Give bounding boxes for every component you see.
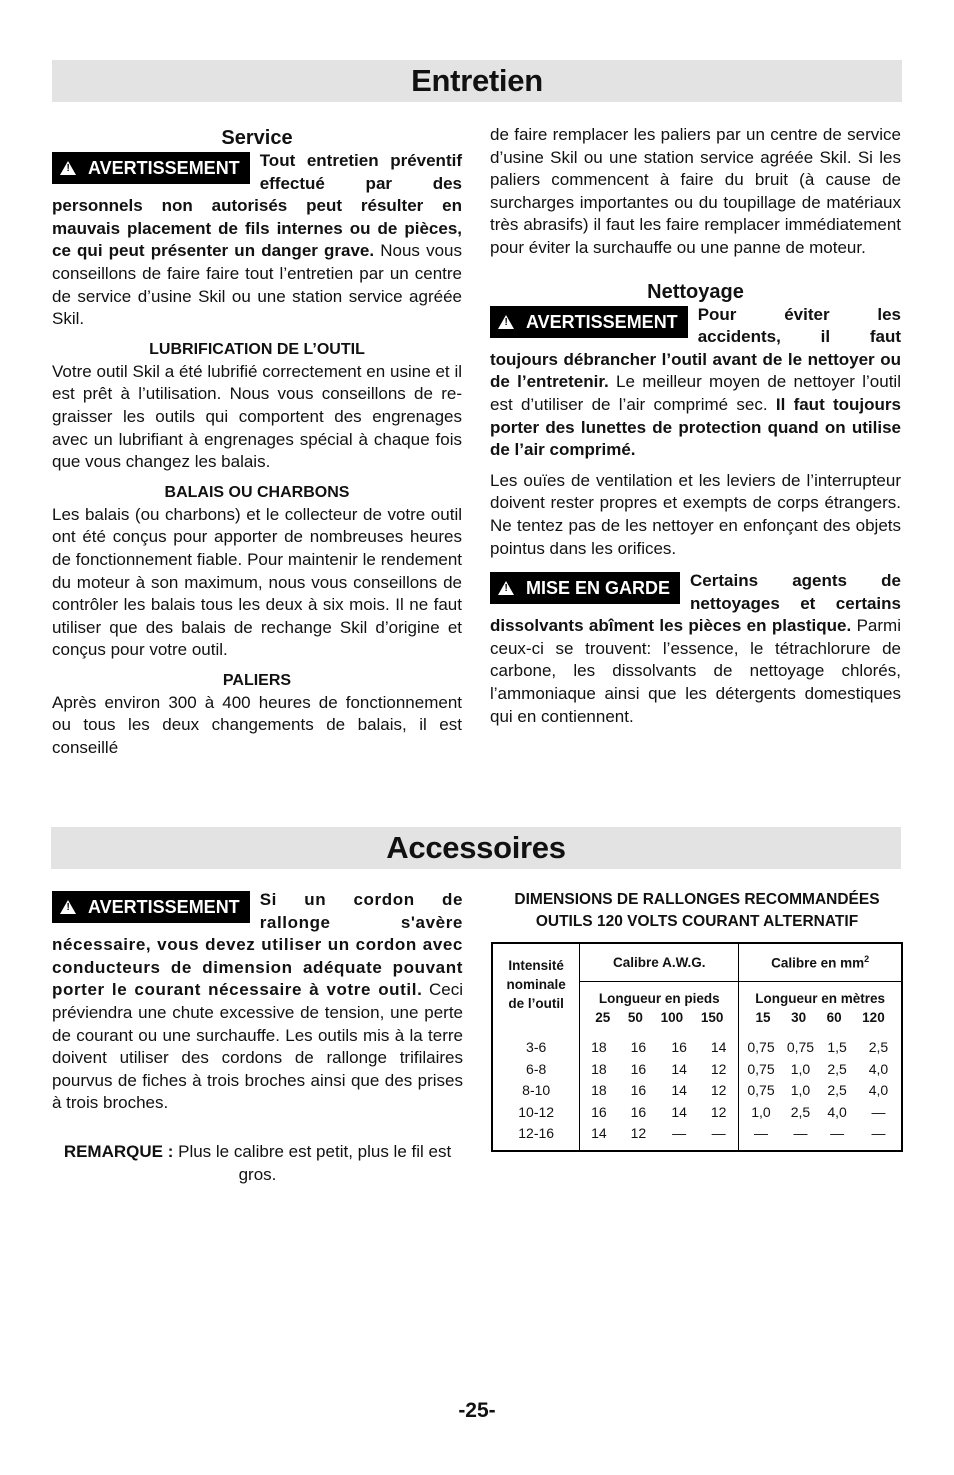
pieds-100: 100 (660, 1009, 684, 1025)
service-warning-text: Tout entretien préventif effectué par des personnels non autorisés peut résulter en mauvais placement de fils internes ou de pièces, ce qui peut présenter un danger grave. (52, 151, 462, 261)
cell-awg: 16 (671, 1039, 687, 1055)
table-row (492, 1125, 902, 1151)
cell-awg: 16 (630, 1103, 647, 1120)
warning-label: AVERTISSEMENT (88, 897, 240, 917)
balais-heading: BALAIS OU CHARBONS (164, 483, 350, 501)
cell-mm2: 2,5 (790, 1103, 811, 1120)
metres-15: 15 (755, 1009, 771, 1025)
warning-icon: ! (498, 315, 514, 329)
cell-amps: 10-12 (492, 1104, 580, 1126)
cell-mm2: 4,0 (868, 1082, 889, 1098)
accessoires-warning-text: Si un cordon de rallonge s'avère nécessaire, vous devez utiliser un cordon avec conducteurs de dimension adéquate pouvant porter le courant nécessaire à votre outil. (52, 890, 463, 1000)
entretien-right-column (490, 124, 901, 728)
cell-amps: 3-6 (492, 1039, 580, 1061)
metres-30: 30 (791, 1009, 807, 1025)
pieds-25: 25 (595, 1009, 611, 1025)
cell-mm2: 0,75 (747, 1060, 775, 1077)
cell-mm2: — (753, 1125, 768, 1141)
accessoires-text: Ceci préviendra une chute excessive de tension, une perte de courant ou une surchauffe. Les outils mis à la terre doivent utiliser des cordons de rallonge trifilaires pourvus de fiches à trois broches ainsi que des prises à trois broches. (52, 980, 463, 1113)
cell-awg: 16 (630, 1060, 647, 1077)
cell-mm2: 0,75 (786, 1039, 815, 1055)
cell-mm2: — (830, 1125, 845, 1141)
entretien-left-column (52, 126, 462, 760)
cell-awg: 14 (699, 1039, 739, 1061)
nettoyage-warning-text: Pour éviter les accidents, il faut toujours débrancher l’outil avant de le nettoyer ou de l’entretenir. (490, 304, 901, 392)
table-row (492, 1082, 902, 1104)
col-mm2-sup: 2 (864, 954, 870, 964)
remarque-text: Plus le calibre est petit, plus le fil est gros. (178, 1141, 452, 1184)
nettoyage-heading: Nettoyage (647, 280, 744, 303)
caution-text: Parmi ceux-ci se trouvent: l’essence, le tétrachlorure de carbone, les dissolvants de nettoyage chlorés, l’ammoniaque ainsi que les détergents domestiques qui en contiennent. (490, 616, 901, 726)
table-row (492, 1039, 902, 1061)
table-row (492, 1104, 902, 1126)
cell-mm2: — (871, 1125, 886, 1141)
cell-amps: 6-8 (492, 1061, 580, 1083)
cell-mm2: 2,5 (827, 1082, 847, 1098)
caution-label: MISE EN GARDE (526, 578, 671, 599)
pieds-150: 150 (700, 1009, 724, 1025)
warning-badge (490, 306, 688, 338)
cell-awg: — (699, 1125, 739, 1151)
cell-awg: — (672, 1125, 687, 1141)
cell-awg: 12 (699, 1082, 739, 1104)
cell-mm2: — (871, 1103, 886, 1120)
cell-awg: 16 (630, 1082, 647, 1098)
warning-badge (52, 152, 250, 184)
extension-cord-table (491, 942, 903, 1152)
cell-awg: 16 (630, 1039, 647, 1055)
caution-warning-text: Certains agents de nettoyages et certains dissolvants abîment les pièces en plastique. (490, 571, 901, 636)
table-row (492, 1061, 902, 1083)
caution-badge (490, 572, 680, 604)
remarque-label: REMARQUE : (63, 1141, 174, 1161)
cell-awg: 12 (699, 1104, 739, 1126)
cell-mm2: 1,0 (790, 1082, 811, 1098)
cell-awg: 12 (699, 1061, 739, 1083)
cell-mm2: 4,0 (827, 1103, 847, 1120)
cell-mm2: 1,0 (790, 1060, 811, 1077)
cell-awg: 12 (630, 1125, 647, 1141)
cell-mm2: 1,0 (751, 1103, 771, 1120)
entretien-title: Entretien (52, 60, 902, 102)
cell-mm2: 0,75 (747, 1082, 775, 1098)
service-heading: Service (221, 127, 293, 149)
cell-amps: 12-16 (492, 1125, 580, 1151)
balais-text: Les balais (ou charbons) et le collecteur de votre outil ont été conçus pour apporter de nombreuses heures de fonctionnement fiable. Pour maintenir le rendement du moteur à son maximum, nous vous conseillons de contrôler les balais tous les deux à six mois. Il ne faut utiliser que des balais de rechange Skil d’origine et conçus pour votre outil. (52, 504, 462, 660)
page-number: -25- (458, 1399, 496, 1422)
paliers-heading: PALIERS (222, 671, 292, 689)
cell-awg: 14 (671, 1060, 687, 1077)
sub-pieds: Longueur en pieds (598, 990, 720, 1006)
table-caption-line-2: OUTILS 120 VOLTS COURANT ALTERNATIF (535, 913, 859, 930)
accessoires-left-column (52, 889, 463, 1186)
lubrification-text: Votre outil Skil a été lubrifié correctement en usine et il est prêt à l’utilisation. Nous vous conseillons de re-graisser les outils qui comportent des engrenages avec un lubrifiant à engrenages spécial à chaque fois que vous changez les balais. (52, 361, 462, 472)
metres-120: 120 (862, 1009, 885, 1025)
col-intensite: Intensité nominale de l’outil (506, 958, 566, 1011)
table-caption (491, 889, 903, 933)
paliers-text: Après environ 300 à 400 heures de fonctionnement ou tous les deux changements de balais, il est conseillé (52, 692, 462, 758)
warning-label: AVERTISSEMENT (88, 158, 240, 178)
cell-awg: 14 (671, 1103, 687, 1120)
warning-icon: ! (60, 900, 76, 914)
cell-amps: 8-10 (492, 1082, 580, 1104)
cell-awg: 14 (671, 1082, 687, 1098)
cell-mm2: 2,5 (827, 1060, 847, 1077)
cell-mm2: 1,5 (827, 1039, 847, 1055)
sub-metres: Longueur en mètres (755, 990, 886, 1006)
cell-mm2: 2,5 (868, 1039, 889, 1055)
warning-label: AVERTISSEMENT (526, 311, 678, 332)
paliers-text-continued: de faire remplacer les paliers par un centre de service d’usine Skil ou une station service agréée Skil. Si les paliers commencent à faire du bruit (à cause de surcharges importantes ou du toupillage de matériaux très abrasifs) il faut les faire remplacer immédiatement pour éviter la surchauffe ou une panne de moteur. (490, 125, 901, 257)
metres-60: 60 (826, 1009, 842, 1025)
col-awg: Calibre A.W.G. (580, 943, 739, 981)
cell-awg: 16 (591, 1103, 607, 1120)
cell-awg: 14 (591, 1125, 607, 1141)
cell-awg: 18 (591, 1060, 607, 1077)
col-mm2: Calibre en mm (771, 955, 865, 971)
cell-awg: 18 (591, 1039, 607, 1055)
ouies-text: Les ouïes de ventilation et les leviers de l’interrupteur doivent rester propres et exempts de corps étrangers. Ne tentez pas de les nettoyer en enfonçant des objets pointus dans les orifices. (490, 470, 901, 558)
pieds-50: 50 (627, 1009, 643, 1025)
cell-mm2: — (793, 1125, 808, 1141)
cell-mm2: 4,0 (868, 1060, 889, 1077)
nettoyage-text: Le meilleur moyen de nettoyer l’outil est d’utiliser de l’air comprimé sec. (490, 372, 901, 414)
nettoyage-bold-text: Il faut toujours porter des lunettes de protection quand on utilise de l’air comprimé. (490, 394, 901, 460)
lubrification-heading: LUBRIFICATION DE L’OUTIL (149, 340, 365, 358)
cell-mm2: 0,75 (747, 1039, 775, 1055)
accessoires-title: Accessoires (51, 827, 901, 869)
table-caption-line-1: DIMENSIONS DE RALLONGES RECOMMANDÉES (514, 891, 880, 908)
service-text: Nous vous conseillons de faire faire tout l’entretien par un centre de service d’usine Skil ou une station service agréée Skil. (52, 241, 462, 329)
warning-badge (52, 891, 250, 923)
cell-awg: 18 (591, 1082, 607, 1098)
warning-icon: ! (60, 161, 76, 175)
warning-icon: ! (498, 581, 514, 595)
